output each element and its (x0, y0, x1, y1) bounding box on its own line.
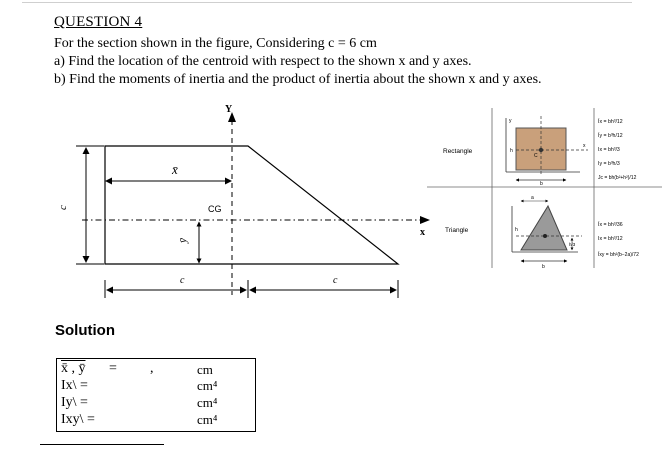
section-shape (105, 146, 398, 264)
centroid-separator: , (150, 361, 154, 376)
tri-formula-2: Ix = bh³/12 (598, 236, 623, 242)
question-part-b: b) Find the moments of inertia and the product of inertia about the shown x and y axes. (54, 72, 542, 87)
triangle-centroid (543, 234, 547, 238)
iy-unit: cm⁴ (197, 395, 218, 410)
ix-label: Ix\ = (61, 378, 88, 393)
rect-y-label: y (509, 118, 512, 124)
bottom-label-left: c (180, 275, 185, 286)
rect-x-label: x (583, 143, 586, 149)
tri-formula-1: Īx = bh³/36 (598, 222, 623, 228)
tri-formula-3: Īxy = bh²(b−2a)/72 (598, 252, 639, 258)
rect-formula-3: Ix = bh³/3 (598, 147, 620, 153)
question-title: QUESTION 4 (54, 14, 143, 30)
triangle-name: Triangle (445, 227, 469, 234)
solution-heading: Solution (55, 322, 115, 339)
tri-h-label: h (515, 227, 518, 233)
tri-a-label: a (531, 195, 534, 201)
height-label: c (57, 205, 69, 210)
rect-b-label: b (540, 181, 543, 187)
reference-table (427, 108, 662, 270)
tri-b-label: b (542, 264, 545, 270)
rect-centroid (539, 148, 543, 152)
centroid-label: x̄ , ȳ (61, 361, 86, 376)
x-bar-label: x̄ (172, 162, 178, 177)
question-intro: For the section shown in the figure, Considering c = 6 cm (54, 36, 377, 51)
question-part-a: a) Find the location of the centroid with respect to the shown x and y axes. (54, 54, 472, 69)
bottom-divider (40, 444, 164, 445)
rect-formula-5: Jc = bh(b²+h²)/12 (598, 175, 637, 181)
centroid-unit: cm (197, 362, 213, 377)
rectangle-name: Rectangle (443, 148, 473, 155)
rect-formula-2: Īy = b³h/12 (598, 133, 623, 139)
x-axis-arrow (420, 216, 430, 224)
rect-formula-1: Īx = bh³/12 (598, 119, 623, 125)
cg-label: CG (208, 204, 222, 214)
y-axis-label: Y (225, 104, 233, 115)
iy-label: Iy\ = (61, 395, 88, 410)
centroid-equals: = (109, 361, 117, 376)
rect-formula-4: Iy = b³h/3 (598, 161, 620, 167)
rect-c-label: C (534, 153, 538, 159)
triangle-shape (521, 206, 567, 250)
tri-h3-label: h/3 (569, 242, 576, 247)
y-bar-label: ȳ (177, 238, 189, 243)
rect-h-label: h (510, 148, 513, 154)
x-axis-label: x (420, 227, 425, 238)
answer-box (56, 358, 256, 432)
bottom-label-right: c (333, 275, 338, 286)
ixy-unit: cm⁴ (197, 412, 218, 427)
ixy-label: Ixy\ = (61, 412, 95, 427)
ix-unit: cm⁴ (197, 378, 218, 393)
